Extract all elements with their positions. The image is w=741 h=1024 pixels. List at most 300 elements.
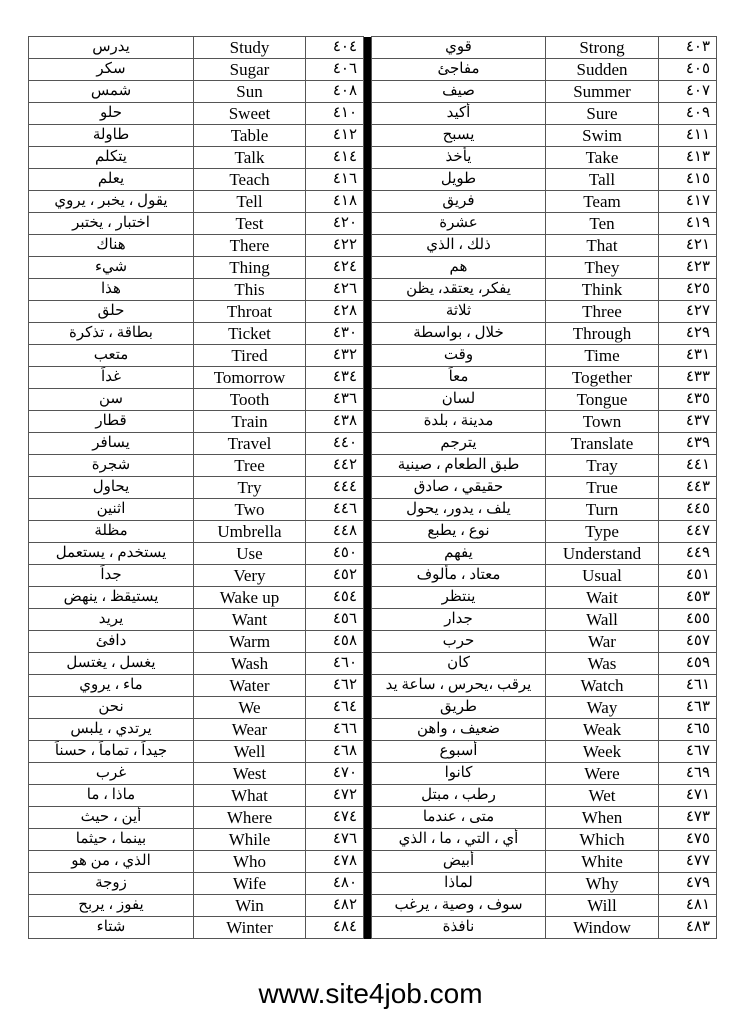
right-entry-number: ٤٥٥ — [659, 609, 717, 631]
right-english-word: Usual — [546, 565, 659, 587]
right-arabic-meaning: رطب ، مبتل — [372, 785, 546, 807]
left-arabic-meaning: يغسل ، يغتسل — [29, 653, 194, 675]
right-entry-number: ٤٨١ — [659, 895, 717, 917]
table-row — [29, 147, 717, 169]
left-english-word: We — [194, 697, 306, 719]
column-separator — [364, 411, 372, 433]
left-english-word: Tree — [194, 455, 306, 477]
left-english-word: Tomorrow — [194, 367, 306, 389]
left-arabic-meaning: يسافر — [29, 433, 194, 455]
vocabulary-table — [28, 36, 717, 939]
table-row — [29, 257, 717, 279]
table-row — [29, 499, 717, 521]
left-english-word: Talk — [194, 147, 306, 169]
table-row — [29, 895, 717, 917]
table-row — [29, 477, 717, 499]
left-english-word: Wake up — [194, 587, 306, 609]
right-arabic-meaning: مفاجئ — [372, 59, 546, 81]
left-entry-number: ٤٦٢ — [306, 675, 364, 697]
left-entry-number: ٤٧٤ — [306, 807, 364, 829]
table-row — [29, 125, 717, 147]
left-arabic-meaning: شتاء — [29, 917, 194, 939]
left-english-word: Sugar — [194, 59, 306, 81]
left-english-word: Train — [194, 411, 306, 433]
table-row — [29, 609, 717, 631]
left-english-word: Tell — [194, 191, 306, 213]
left-english-word: Who — [194, 851, 306, 873]
left-arabic-meaning: اثنين — [29, 499, 194, 521]
left-english-word: Thing — [194, 257, 306, 279]
column-separator — [364, 829, 372, 851]
left-arabic-meaning: مظلة — [29, 521, 194, 543]
left-arabic-meaning: يتكلم — [29, 147, 194, 169]
column-separator — [364, 455, 372, 477]
left-english-word: Tooth — [194, 389, 306, 411]
left-english-word: There — [194, 235, 306, 257]
table-row — [29, 301, 717, 323]
left-arabic-meaning: يستخدم ، يستعمل — [29, 543, 194, 565]
column-separator — [364, 301, 372, 323]
left-entry-number: ٤٧٨ — [306, 851, 364, 873]
column-separator — [364, 631, 372, 653]
table-row — [29, 235, 717, 257]
right-entry-number: ٤٤٣ — [659, 477, 717, 499]
right-english-word: Sudden — [546, 59, 659, 81]
left-english-word: Test — [194, 213, 306, 235]
left-arabic-meaning: هناك — [29, 235, 194, 257]
right-english-word: Wet — [546, 785, 659, 807]
right-english-word: Take — [546, 147, 659, 169]
column-separator — [364, 169, 372, 191]
right-entry-number: ٤٤٥ — [659, 499, 717, 521]
right-arabic-meaning: معتاد ، مألوف — [372, 565, 546, 587]
right-english-word: Were — [546, 763, 659, 785]
column-separator — [364, 851, 372, 873]
right-arabic-meaning: معاً — [372, 367, 546, 389]
column-separator — [364, 675, 372, 697]
left-entry-number: ٤١٠ — [306, 103, 364, 125]
right-english-word: Ten — [546, 213, 659, 235]
site-url-footer: www.site4job.com — [258, 978, 483, 1009]
right-entry-number: ٤٥٩ — [659, 653, 717, 675]
right-entry-number: ٤٧٧ — [659, 851, 717, 873]
table-row — [29, 785, 717, 807]
right-entry-number: ٤٣٩ — [659, 433, 717, 455]
left-arabic-meaning: غرب — [29, 763, 194, 785]
left-entry-number: ٤٢٨ — [306, 301, 364, 323]
left-entry-number: ٤٤٨ — [306, 521, 364, 543]
right-arabic-meaning: طويل — [372, 169, 546, 191]
right-english-word: Weak — [546, 719, 659, 741]
left-entry-number: ٤١٨ — [306, 191, 364, 213]
right-english-word: Tall — [546, 169, 659, 191]
right-entry-number: ٤٦٥ — [659, 719, 717, 741]
left-entry-number: ٤٤٢ — [306, 455, 364, 477]
right-arabic-meaning: ينتظر — [372, 587, 546, 609]
column-separator — [364, 785, 372, 807]
table-row — [29, 37, 717, 59]
left-entry-number: ٤٧٠ — [306, 763, 364, 785]
right-entry-number: ٤٥٣ — [659, 587, 717, 609]
left-arabic-meaning: متعب — [29, 345, 194, 367]
right-english-word: Time — [546, 345, 659, 367]
left-arabic-meaning: ماذا ، ما — [29, 785, 194, 807]
table-row — [29, 411, 717, 433]
left-entry-number: ٤٣٤ — [306, 367, 364, 389]
left-arabic-meaning: هذا — [29, 279, 194, 301]
left-entry-number: ٤٣٨ — [306, 411, 364, 433]
right-english-word: Sure — [546, 103, 659, 125]
right-entry-number: ٤٣٥ — [659, 389, 717, 411]
right-english-word: Swim — [546, 125, 659, 147]
left-arabic-meaning: يدرس — [29, 37, 194, 59]
table-row — [29, 697, 717, 719]
column-separator — [364, 279, 372, 301]
right-entry-number: ٤٧١ — [659, 785, 717, 807]
column-separator — [364, 345, 372, 367]
left-arabic-meaning: يرتدي ، يلبس — [29, 719, 194, 741]
right-entry-number: ٤٢٧ — [659, 301, 717, 323]
right-english-word: Tray — [546, 455, 659, 477]
right-english-word: Was — [546, 653, 659, 675]
right-entry-number: ٤١١ — [659, 125, 717, 147]
right-arabic-meaning: يرقب ،يحرس ، ساعة يد — [372, 675, 546, 697]
right-english-word: Way — [546, 697, 659, 719]
column-separator — [364, 917, 372, 939]
column-separator — [364, 499, 372, 521]
right-arabic-meaning: طبق الطعام ، صينية — [372, 455, 546, 477]
column-separator — [364, 697, 372, 719]
table-row — [29, 719, 717, 741]
left-arabic-meaning: نحن — [29, 697, 194, 719]
table-row — [29, 455, 717, 477]
left-arabic-meaning: يحاول — [29, 477, 194, 499]
left-entry-number: ٤٠٦ — [306, 59, 364, 81]
left-english-word: What — [194, 785, 306, 807]
left-english-word: Travel — [194, 433, 306, 455]
right-entry-number: ٤٣٧ — [659, 411, 717, 433]
right-arabic-meaning: طريق — [372, 697, 546, 719]
left-entry-number: ٤٥٨ — [306, 631, 364, 653]
column-separator — [364, 81, 372, 103]
right-english-word: War — [546, 631, 659, 653]
column-separator — [364, 609, 372, 631]
left-english-word: Tired — [194, 345, 306, 367]
left-entry-number: ٤٧٦ — [306, 829, 364, 851]
right-arabic-meaning: حرب — [372, 631, 546, 653]
right-entry-number: ٤٧٣ — [659, 807, 717, 829]
column-separator — [364, 59, 372, 81]
column-separator — [364, 125, 372, 147]
right-english-word: Town — [546, 411, 659, 433]
left-entry-number: ٤٨٢ — [306, 895, 364, 917]
right-entry-number: ٤٢٥ — [659, 279, 717, 301]
left-arabic-meaning: قطار — [29, 411, 194, 433]
right-entry-number: ٤٨٣ — [659, 917, 717, 939]
left-entry-number: ٤٢٢ — [306, 235, 364, 257]
left-arabic-meaning: يقول ، يخبر ، يروي — [29, 191, 194, 213]
right-arabic-meaning: نافذة — [372, 917, 546, 939]
column-separator — [364, 323, 372, 345]
right-english-word: Understand — [546, 543, 659, 565]
left-entry-number: ٤٦٤ — [306, 697, 364, 719]
left-arabic-meaning: جداً — [29, 565, 194, 587]
left-arabic-meaning: يريد — [29, 609, 194, 631]
right-entry-number: ٤٠٧ — [659, 81, 717, 103]
right-arabic-meaning: ذلك ، الذي — [372, 235, 546, 257]
table-row — [29, 873, 717, 895]
right-arabic-meaning: كان — [372, 653, 546, 675]
left-entry-number: ٤٨٠ — [306, 873, 364, 895]
right-entry-number: ٤٤٩ — [659, 543, 717, 565]
table-row — [29, 741, 717, 763]
right-arabic-meaning: وقت — [372, 345, 546, 367]
column-separator — [364, 37, 372, 59]
column-separator — [364, 433, 372, 455]
right-english-word: Why — [546, 873, 659, 895]
table-row — [29, 191, 717, 213]
right-arabic-meaning: قوي — [372, 37, 546, 59]
right-entry-number: ٤١٣ — [659, 147, 717, 169]
table-row — [29, 169, 717, 191]
table-row — [29, 829, 717, 851]
left-english-word: While — [194, 829, 306, 851]
table-row — [29, 279, 717, 301]
left-entry-number: ٤٣٢ — [306, 345, 364, 367]
right-entry-number: ٤٣٣ — [659, 367, 717, 389]
left-english-word: Sun — [194, 81, 306, 103]
left-entry-number: ٤٣٠ — [306, 323, 364, 345]
right-entry-number: ٤٣١ — [659, 345, 717, 367]
left-english-word: Study — [194, 37, 306, 59]
column-separator — [364, 389, 372, 411]
column-separator — [364, 367, 372, 389]
left-arabic-meaning: اختبار ، يختبر — [29, 213, 194, 235]
left-english-word: Use — [194, 543, 306, 565]
right-arabic-meaning: يلف ، يدور، يحول — [372, 499, 546, 521]
left-arabic-meaning: زوجة — [29, 873, 194, 895]
table-row — [29, 81, 717, 103]
table-row — [29, 345, 717, 367]
left-arabic-meaning: يعلم — [29, 169, 194, 191]
right-english-word: Which — [546, 829, 659, 851]
right-arabic-meaning: يترجم — [372, 433, 546, 455]
right-english-word: Strong — [546, 37, 659, 59]
left-english-word: Wear — [194, 719, 306, 741]
left-entry-number: ٤٥٠ — [306, 543, 364, 565]
left-entry-number: ٤٨٤ — [306, 917, 364, 939]
right-english-word: White — [546, 851, 659, 873]
left-entry-number: ٤١٤ — [306, 147, 364, 169]
left-arabic-meaning: حلق — [29, 301, 194, 323]
right-english-word: That — [546, 235, 659, 257]
right-arabic-meaning: نوع ، يطبع — [372, 521, 546, 543]
column-separator — [364, 521, 372, 543]
table-row — [29, 631, 717, 653]
left-entry-number: ٤٢٤ — [306, 257, 364, 279]
right-arabic-meaning: لسان — [372, 389, 546, 411]
right-english-word: Wait — [546, 587, 659, 609]
left-arabic-meaning: أين ، حيث — [29, 807, 194, 829]
right-entry-number: ٤٦١ — [659, 675, 717, 697]
right-arabic-meaning: يفكر، يعتقد، يظن — [372, 279, 546, 301]
table-row — [29, 587, 717, 609]
left-english-word: Want — [194, 609, 306, 631]
left-english-word: Warm — [194, 631, 306, 653]
right-entry-number: ٤٠٩ — [659, 103, 717, 125]
left-english-word: Two — [194, 499, 306, 521]
right-arabic-meaning: هم — [372, 257, 546, 279]
right-english-word: Tongue — [546, 389, 659, 411]
left-entry-number: ٤٥٦ — [306, 609, 364, 631]
left-english-word: Winter — [194, 917, 306, 939]
left-entry-number: ٤٤٦ — [306, 499, 364, 521]
left-english-word: Where — [194, 807, 306, 829]
left-arabic-meaning: ماء ، يروي — [29, 675, 194, 697]
right-arabic-meaning: فريق — [372, 191, 546, 213]
right-arabic-meaning: كانوا — [372, 763, 546, 785]
table-row — [29, 653, 717, 675]
left-english-word: This — [194, 279, 306, 301]
left-arabic-meaning: شيء — [29, 257, 194, 279]
right-english-word: Together — [546, 367, 659, 389]
right-english-word: Type — [546, 521, 659, 543]
left-arabic-meaning: طاولة — [29, 125, 194, 147]
right-entry-number: ٤٢٣ — [659, 257, 717, 279]
table-row — [29, 323, 717, 345]
left-entry-number: ٤٤٠ — [306, 433, 364, 455]
right-arabic-meaning: مدينة ، بلدة — [372, 411, 546, 433]
right-entry-number: ٤١٧ — [659, 191, 717, 213]
right-english-word: Through — [546, 323, 659, 345]
left-arabic-meaning: الذي ، من هو — [29, 851, 194, 873]
right-arabic-meaning: أبيض — [372, 851, 546, 873]
left-entry-number: ٤٦٦ — [306, 719, 364, 741]
right-entry-number: ٤٢٩ — [659, 323, 717, 345]
right-entry-number: ٤٦٩ — [659, 763, 717, 785]
right-english-word: Translate — [546, 433, 659, 455]
right-arabic-meaning: خلال ، بواسطة — [372, 323, 546, 345]
column-separator — [364, 257, 372, 279]
left-arabic-meaning: يستيقظ ، ينهض — [29, 587, 194, 609]
right-arabic-meaning: سوف ، وصية ، يرغب — [372, 895, 546, 917]
column-separator — [364, 719, 372, 741]
right-entry-number: ٤٥٧ — [659, 631, 717, 653]
column-separator — [364, 477, 372, 499]
left-english-word: Wash — [194, 653, 306, 675]
right-arabic-meaning: حقيقي ، صادق — [372, 477, 546, 499]
right-english-word: Window — [546, 917, 659, 939]
column-separator — [364, 873, 372, 895]
column-separator — [364, 565, 372, 587]
table-row — [29, 675, 717, 697]
right-english-word: Turn — [546, 499, 659, 521]
left-arabic-meaning: بينما ، حيثما — [29, 829, 194, 851]
left-english-word: Teach — [194, 169, 306, 191]
left-arabic-meaning: سكر — [29, 59, 194, 81]
column-separator — [364, 895, 372, 917]
left-entry-number: ٤٢٠ — [306, 213, 364, 235]
table-row — [29, 917, 717, 939]
left-entry-number: ٤٠٨ — [306, 81, 364, 103]
right-arabic-meaning: يسبح — [372, 125, 546, 147]
left-english-word: Very — [194, 565, 306, 587]
column-separator — [364, 807, 372, 829]
column-separator — [364, 653, 372, 675]
left-english-word: Well — [194, 741, 306, 763]
left-entry-number: ٤٥٤ — [306, 587, 364, 609]
table-row — [29, 565, 717, 587]
column-separator — [364, 587, 372, 609]
right-arabic-meaning: لماذا — [372, 873, 546, 895]
table-row — [29, 521, 717, 543]
right-arabic-meaning: يأخذ — [372, 147, 546, 169]
table-row — [29, 59, 717, 81]
left-arabic-meaning: حلو — [29, 103, 194, 125]
right-english-word: Team — [546, 191, 659, 213]
right-arabic-meaning: أي ، التي ، ما ، الذي — [372, 829, 546, 851]
right-entry-number: ٤٤٧ — [659, 521, 717, 543]
left-entry-number: ٤٣٦ — [306, 389, 364, 411]
left-english-word: Try — [194, 477, 306, 499]
left-arabic-meaning: شمس — [29, 81, 194, 103]
right-english-word: True — [546, 477, 659, 499]
table-row — [29, 763, 717, 785]
right-arabic-meaning: عشرة — [372, 213, 546, 235]
right-english-word: Wall — [546, 609, 659, 631]
right-entry-number: ٤٠٥ — [659, 59, 717, 81]
left-english-word: Win — [194, 895, 306, 917]
column-separator — [364, 191, 372, 213]
column-separator — [364, 235, 372, 257]
right-arabic-meaning: ثلاثة — [372, 301, 546, 323]
left-arabic-meaning: شجرة — [29, 455, 194, 477]
right-entry-number: ٤١٥ — [659, 169, 717, 191]
right-english-word: Three — [546, 301, 659, 323]
table-row — [29, 433, 717, 455]
left-english-word: Umbrella — [194, 521, 306, 543]
left-arabic-meaning: جيداً ، تماماً ، حسناً — [29, 741, 194, 763]
right-arabic-meaning: صيف — [372, 81, 546, 103]
column-separator — [364, 763, 372, 785]
column-separator — [364, 213, 372, 235]
left-arabic-meaning: دافئ — [29, 631, 194, 653]
left-arabic-meaning: يفوز ، يربح — [29, 895, 194, 917]
table-row — [29, 851, 717, 873]
table-row — [29, 213, 717, 235]
right-entry-number: ٤٠٣ — [659, 37, 717, 59]
right-arabic-meaning: أكيد — [372, 103, 546, 125]
table-row — [29, 103, 717, 125]
right-english-word: Summer — [546, 81, 659, 103]
column-separator — [364, 543, 372, 565]
right-english-word: They — [546, 257, 659, 279]
left-english-word: Sweet — [194, 103, 306, 125]
left-english-word: Ticket — [194, 323, 306, 345]
right-arabic-meaning: جدار — [372, 609, 546, 631]
left-entry-number: ٤٦٠ — [306, 653, 364, 675]
right-arabic-meaning: متى ، عندما — [372, 807, 546, 829]
right-english-word: Think — [546, 279, 659, 301]
left-english-word: Wife — [194, 873, 306, 895]
right-arabic-meaning: ضعيف ، واهن — [372, 719, 546, 741]
left-entry-number: ٤١٢ — [306, 125, 364, 147]
left-entry-number: ٤١٦ — [306, 169, 364, 191]
column-separator — [364, 741, 372, 763]
left-english-word: West — [194, 763, 306, 785]
left-entry-number: ٤٠٤ — [306, 37, 364, 59]
right-entry-number: ٤٦٣ — [659, 697, 717, 719]
